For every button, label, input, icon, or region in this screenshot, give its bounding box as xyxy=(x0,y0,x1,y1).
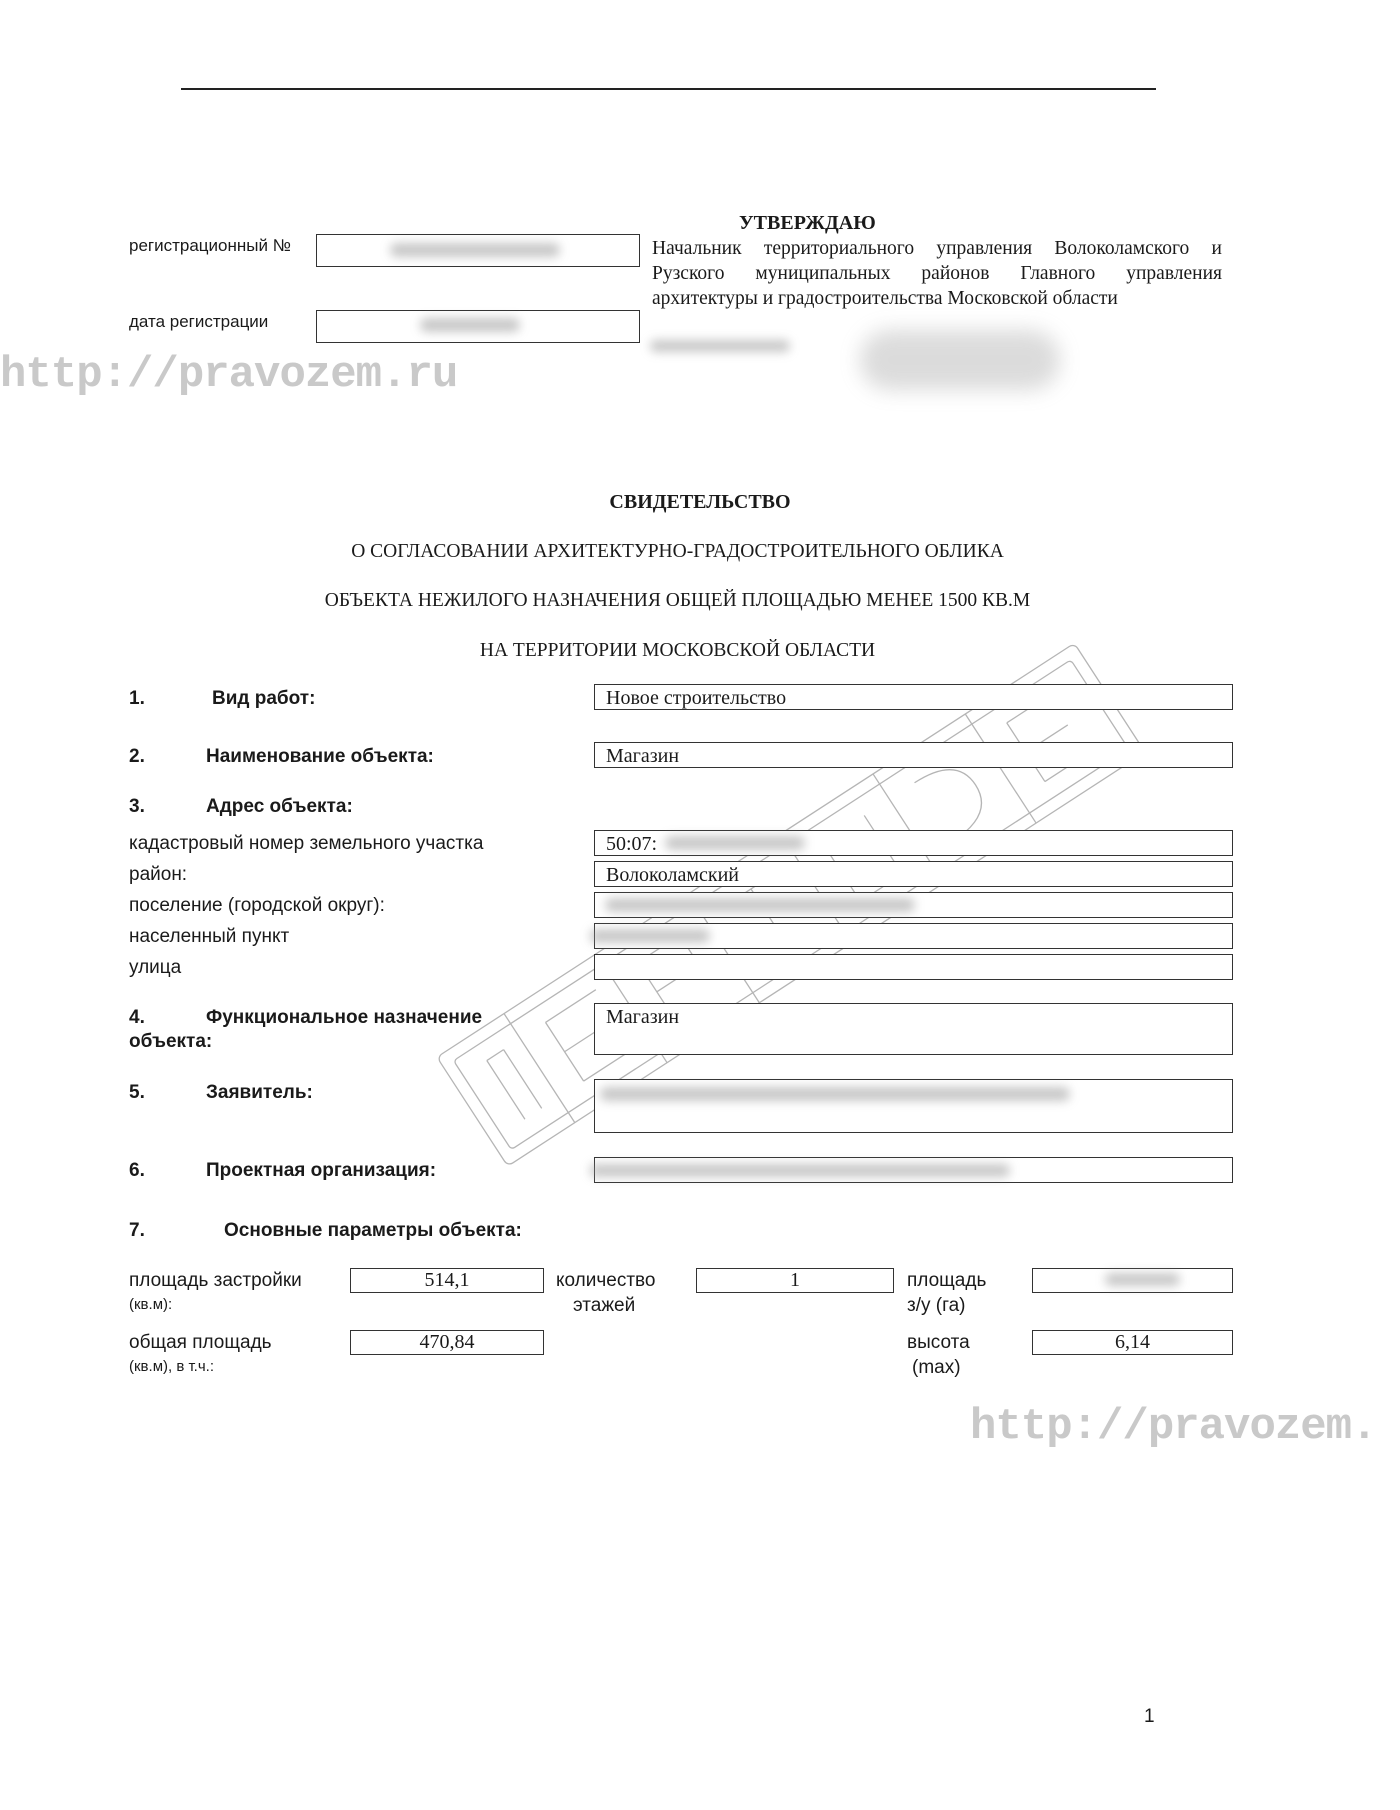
certificate-title: СВИДЕТЕЛЬСТВО xyxy=(609,491,791,513)
section-3-number: 3. xyxy=(129,796,145,817)
section-6-number: 6. xyxy=(129,1160,145,1181)
section-4-label-line-1: Функциональное назначение xyxy=(206,1007,483,1028)
total-area-unit: (кв.м), в т.ч.: xyxy=(129,1358,214,1375)
redacted-plot-area xyxy=(1105,1273,1180,1286)
redacted-locality xyxy=(590,929,710,943)
object-name-field xyxy=(594,742,1233,768)
section-7-number: 7. xyxy=(129,1220,145,1241)
section-1-number: 1. xyxy=(129,688,145,709)
redacted-design-org xyxy=(590,1164,1010,1177)
height-label-line-2: (max) xyxy=(912,1357,961,1378)
district-label: район: xyxy=(129,864,188,885)
building-area-value: 514,1 xyxy=(424,1269,470,1291)
section-2-number: 2. xyxy=(129,746,145,767)
object-name-value: Магазин xyxy=(606,745,680,767)
certificate-line-2: ОБЪЕКТА НЕЖИЛОГО НАЗНАЧЕНИЯ ОБЩЕЙ ПЛОЩАДЬЮ МЕНЕЕ 1500 КВ.М xyxy=(324,590,1031,611)
total-area-label: общая площадь xyxy=(129,1332,272,1353)
work-type-value: Новое строительство xyxy=(606,687,787,709)
building-area-label: площадь застройки xyxy=(129,1270,302,1291)
redacted-applicant xyxy=(600,1087,1070,1101)
cadastral-number-value: 50:07: xyxy=(606,833,658,855)
section-4-label-line-2: объекта: xyxy=(129,1031,213,1052)
approval-text xyxy=(652,236,1222,311)
page-number: 1 xyxy=(1144,1706,1155,1727)
redacted-cadastral-number xyxy=(665,836,805,850)
street-label: улица xyxy=(129,957,182,978)
locality-label: населенный пункт xyxy=(129,926,290,947)
height-label-line-1: высота xyxy=(907,1332,970,1353)
certificate-line-1: О СОГЛАСОВАНИИ АРХИТЕКТУРНО-ГРАДОСТРОИТЕЛЬНОГО ОБЛИКА xyxy=(351,541,1004,562)
plot-area-label-line-1: площадь xyxy=(907,1270,987,1291)
section-1-label: Вид работ: xyxy=(212,688,316,709)
registration-number-label: регистрационный № xyxy=(129,236,291,255)
street-field xyxy=(594,954,1233,980)
section-2-label: Наименование объекта: xyxy=(206,746,434,767)
top-rule xyxy=(181,88,1156,90)
district-value: Волоколамский xyxy=(606,864,740,886)
settlement-label: поселение (городской округ): xyxy=(129,895,385,916)
total-area-value: 470,84 xyxy=(419,1331,475,1353)
registration-date-label: дата регистрации xyxy=(129,312,269,331)
section-5-label: Заявитель: xyxy=(206,1082,313,1103)
watermark-url-top: http://pravozem.ru xyxy=(0,350,458,400)
floors-label-line-1: количество xyxy=(556,1270,656,1291)
height-value: 6,14 xyxy=(1115,1331,1150,1353)
floors-label-line-2: этажей xyxy=(573,1295,636,1316)
certificate-line-3: НА ТЕРРИТОРИИ МОСКОВСКОЙ ОБЛАСТИ xyxy=(479,640,876,661)
redacted-settlement xyxy=(605,898,915,912)
redacted-registration-number xyxy=(390,243,560,257)
section-6-label: Проектная организация: xyxy=(206,1160,437,1181)
plot-area-label-line-2: з/у (га) xyxy=(907,1295,966,1316)
section-5-number: 5. xyxy=(129,1082,145,1103)
approval-line-2: Рузского муниципальных районов Главного управления xyxy=(652,263,1222,284)
watermark-url-bottom: http://pravozem. xyxy=(970,1402,1377,1452)
function-value: Магазин xyxy=(606,1006,680,1028)
redacted-signature-stamp xyxy=(860,330,1060,390)
cadastral-number-label: кадастровый номер земельного участка xyxy=(129,833,484,854)
function-field xyxy=(594,1003,1233,1055)
building-area-unit: (кв.м): xyxy=(129,1296,173,1313)
section-4-number: 4. xyxy=(129,1007,145,1028)
floors-value: 1 xyxy=(790,1269,800,1291)
approval-line-3: архитектуры и градостроительства Московской области xyxy=(652,288,1118,309)
approval-line-1: Начальник территориального управления Волоколамского и xyxy=(652,238,1222,259)
redacted-signature-line xyxy=(650,340,790,352)
redacted-registration-date xyxy=(420,318,520,332)
section-3-label: Адрес объекта: xyxy=(206,796,353,817)
section-7-label: Основные параметры объекта: xyxy=(224,1220,522,1241)
approval-title: УТВЕРЖДАЮ xyxy=(739,212,876,234)
